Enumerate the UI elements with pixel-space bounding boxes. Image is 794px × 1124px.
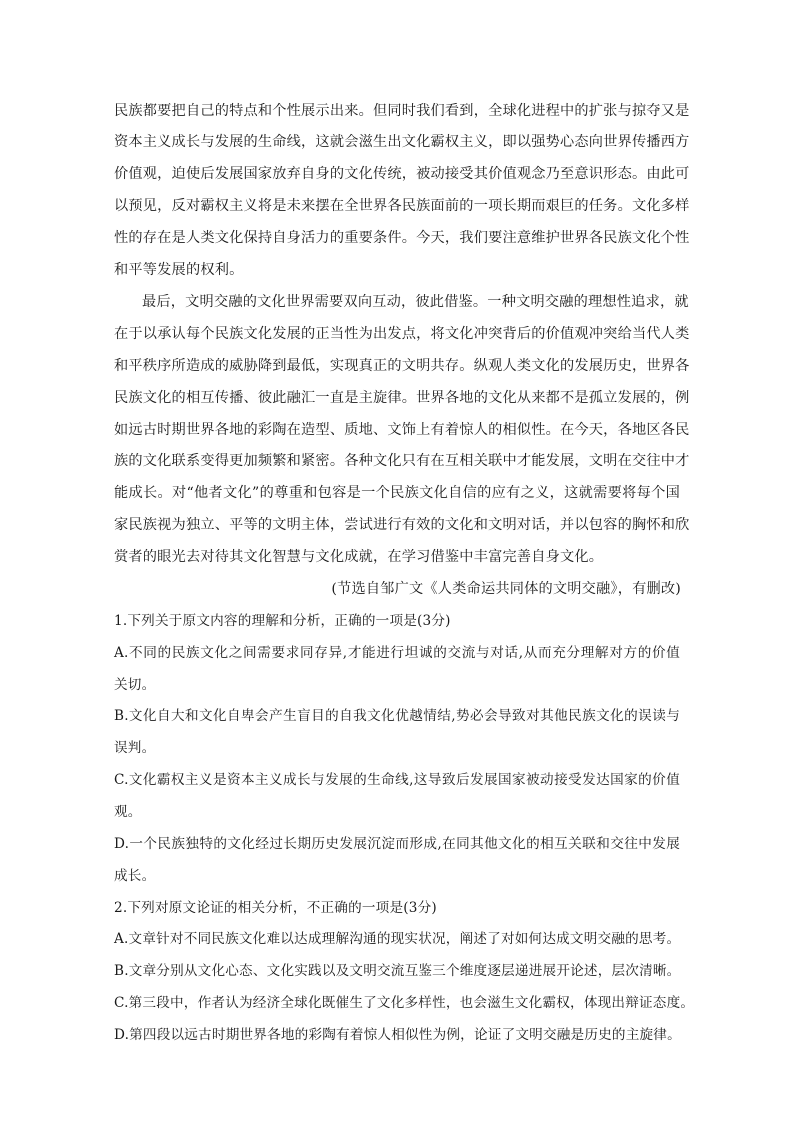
p2-line-2: 在于以承认每个民族文化发展的正当性为出发点，将文化冲突背后的价值观冲突给当代人类 bbox=[114, 326, 690, 342]
p2-line-7: 能成长。对“他者文化”的尊重和包容是一个民族文化自信的应有之义，这就需要将每个国 bbox=[114, 485, 680, 501]
p1-line-1: 民族都要把自己的特点和个性展示出来。但同时我们看到，全球化进程中的扩张与掠夺又是 bbox=[114, 103, 690, 119]
q1-option-b-line-1: B.文化自大和文化自卑会产生盲目的自我文化优越情结,势必会导致对其他民族文化的误读与 bbox=[114, 708, 680, 724]
p1-line-6: 和平等发展的权利。 bbox=[114, 262, 244, 278]
q2-option-d: D.第四段以远古时期世界各地的彩陶有着惊人相似性为例，论证了文明交融是历史的主旋律。 bbox=[114, 1027, 681, 1043]
p2-line-5: 如远古时期世界各地的彩陶在造型、质地、文饰上有着惊人的相似性。在今天，各地区各民 bbox=[114, 422, 690, 438]
p1-line-5: 性的存在是人类文化保持自身活力的重要条件。今天，我们要注意维护世界各民族文化个性 bbox=[114, 230, 690, 246]
q1-option-a-line-1: A.不同的民族文化之间需要求同存异,才能进行坦诚的交流与对话,从而充分理解对方的价值 bbox=[114, 645, 680, 661]
q1-option-d-line-1: D.一个民族独特的文化经过长期历史发展沉淀而形成,在同其他文化的相互关联和交往中发展 bbox=[114, 836, 680, 852]
q2-option-a: A.文章针对不同民族文化难以达成理解沟通的现实状况，阐述了对如何达成文明交融的思考。 bbox=[114, 931, 681, 947]
q2-option-b: B.文章分别从文化心态、文化实践以及文明交流互鉴三个维度逐层递进展开论述，层次清晰。 bbox=[114, 963, 681, 979]
p2-line-1: 最后，文明交融的文化世界需要双向互动，彼此借鉴。一种文明交融的理想性追求，就 bbox=[142, 294, 689, 310]
p2-line-9: 赏者的眼光去对待其文化智慧与文化成就，在学习借鉴中丰富完善自身文化。 bbox=[114, 549, 604, 565]
p2-line-3: 和平秩序所造成的威胁降到最低，实现真正的文明共存。纵观人类文化的发展历史，世界各 bbox=[114, 358, 690, 374]
q1-option-a-line-2: 关切。 bbox=[114, 677, 156, 693]
source-citation: (节选自邹广文《人类命运共同体的文明交融》，有删改) bbox=[331, 581, 681, 597]
p2-line-6: 族的文化联系变得更加频繁和紧密。各种文化只有在互相关联中才能发展，文明在交往中才 bbox=[114, 453, 690, 469]
question-1-stem: 1.下列关于原文内容的理解和分析，正确的一项是(3分) bbox=[114, 613, 451, 629]
p2-line-8: 家民族视为独立、平等的文明主体，尝试进行有效的文化和文明对话，并以包容的胸怀和欣 bbox=[114, 517, 690, 533]
q2-option-c: C.第三段中，作者认为经济全球化既催生了文化多样性，也会滋生文化霸权，体现出辩证态度。 bbox=[114, 995, 695, 1011]
p2-line-4: 民族文化的相互传播、彼此融汇一直是主旋律。世界各地的文化从来都不是孤立发展的，例 bbox=[114, 390, 690, 406]
q1-option-c-line-1: C.文化霸权主义是资本主义成长与发展的生命线,这导致后发展国家被动接受发达国家的价值 bbox=[114, 772, 680, 788]
p1-line-4: 以预见，反对霸权主义将是未来摆在全世界各民族面前的一项长期而艰巨的任务。文化多样 bbox=[114, 198, 690, 214]
q1-option-c-line-2: 观。 bbox=[114, 804, 142, 820]
q1-option-d-line-2: 成长。 bbox=[114, 868, 156, 884]
question-2-stem: 2.下列对原文论证的相关分析，不正确的一项是(3分) bbox=[114, 900, 437, 916]
p1-line-3: 价值观，迫使后发展国家放弃自身的文化传统，被动接受其价值观念乃至意识形态。由此可 bbox=[114, 166, 690, 182]
q1-option-b-line-2: 误判。 bbox=[114, 740, 156, 756]
p1-line-2: 资本主义成长与发展的生命线，这就会滋生出文化霸权主义，即以强势心态向世界传播西方 bbox=[114, 134, 690, 150]
